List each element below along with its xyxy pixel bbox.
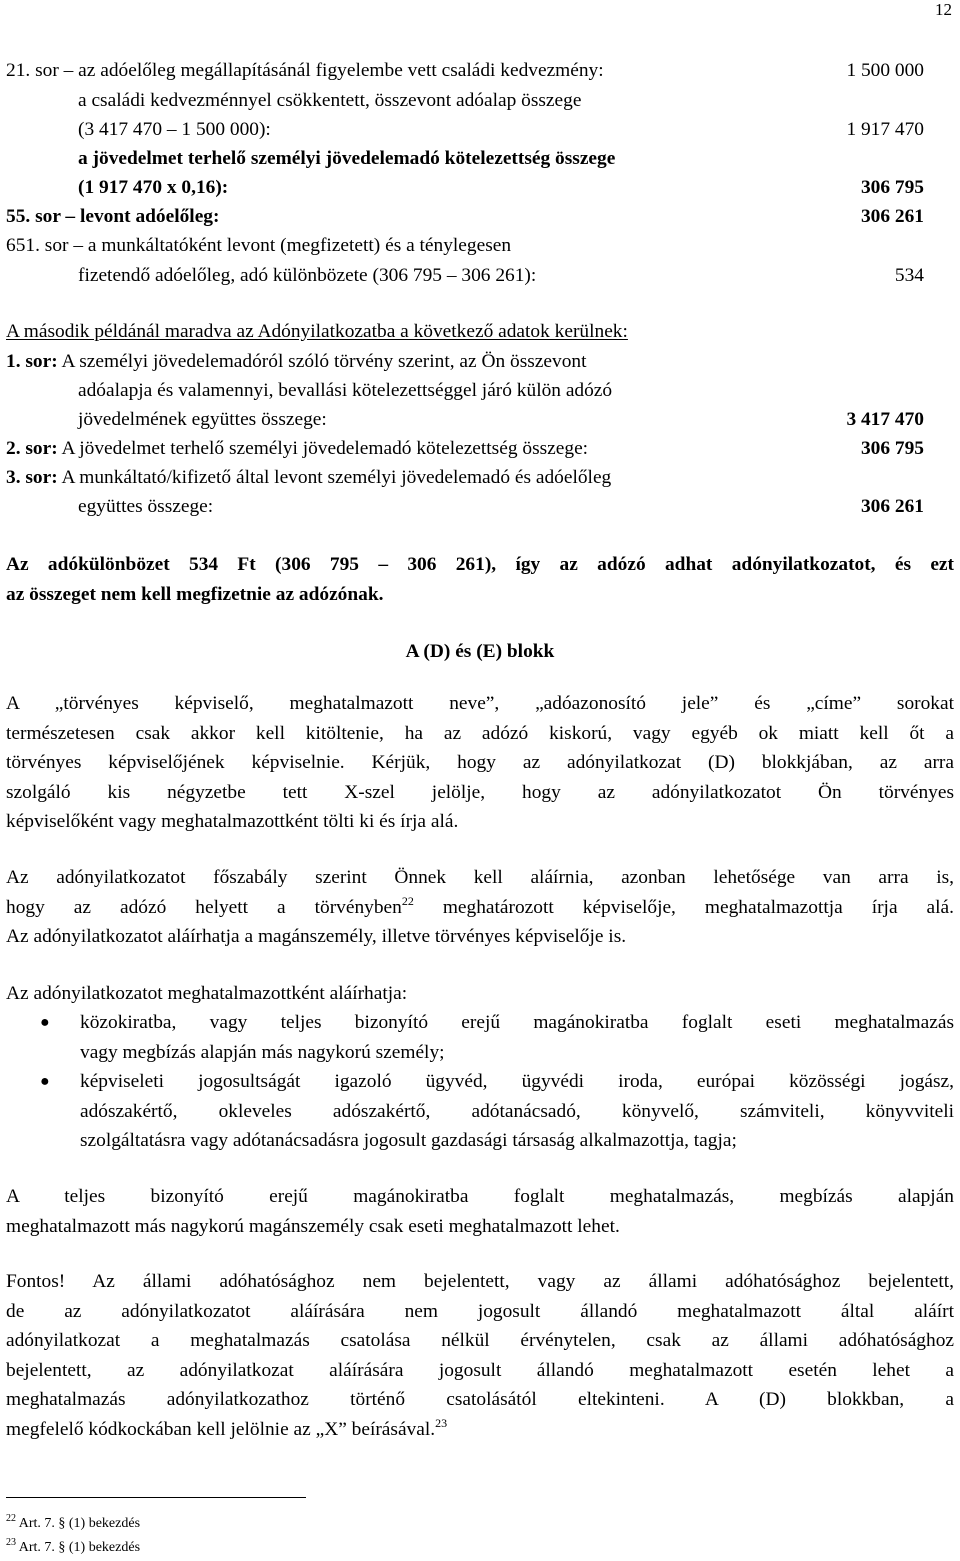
paragraph-1: A „törvényes képviselő, meghatalmazott neve”, „adóazonosító jele” és „címe” sorokat természetesen csak akkor kell kitöltenie, ha az adózó kiskorú, vagy egyéb ok miatt kell őt a törvényes képviselőjének képviselnie. Kérjük, hogy az adónyilatkozat (D) blokkjában, az arra szolgáló kis négyzetbe tett X-szel jelölje, hogy az adónyilatkozatot Ön törvényes képviselőként vagy meghatalmazottként tölti ki és írja alá.: [6, 693, 954, 832]
footnote-ref-23: 23: [435, 1415, 448, 1430]
calc-line: a családi kedvezménnyel csökkentett, összevont adóalap összege: [78, 90, 582, 111]
row-3-value: 306 261: [860, 496, 924, 517]
calc-value: 534: [894, 265, 924, 286]
row-1: 1. sor: A személyi jövedelemadóról szóló törvény szerint, az Ön összevont: [6, 351, 587, 372]
row-1-line: jövedelmének együttes összege:: [78, 409, 327, 430]
bullet-icon: ●: [40, 1073, 50, 1090]
calc-line: (3 417 470 – 1 500 000):: [78, 119, 271, 140]
conclusion: Az adókülönbözet 534 Ft (306 795 – 306 261), így az adózó adhat adónyilatkozatot, és ezt az összeget nem kell megfizetnie az adózónak.: [6, 554, 954, 605]
page-number: 12: [935, 0, 952, 19]
bullet-icon: ●: [40, 1014, 50, 1031]
row-2: 2. sor: A jövedelmet terhelő személyi jövedelemadó kötelezettség összege:: [6, 438, 589, 459]
paragraph-2: Az adónyilatkozatot főszabály szerint Önnek kell aláírnia, azonban lehetősége van arra is, hogy az adózó helyett a törvényben$^{22}$ meghatározott képviselője, meghatalmazottja írja alá. Az adónyilatkozatot aláírhatja a magánszemély, illetve törvényes képviselője is.: [6, 867, 954, 947]
footnote-divider: [6, 1497, 306, 1498]
footnote-ref-22: 22: [401, 893, 414, 908]
calc-line: a jövedelmet terhelő személyi jövedelemadó kötelezettség összege: [78, 148, 616, 169]
row-2-value: 306 795: [860, 438, 924, 459]
row-3: 3. sor: A munkáltató/kifizető által levont személyi jövedelemadó és adóelőleg: [6, 467, 612, 488]
row-1-line: adóalapja és valamennyi, bevallási kötelezettséggel járó külön adózó: [78, 380, 613, 401]
calc-value: 1 917 470: [846, 119, 924, 140]
calc-line: (1 917 470 x 0,16):: [78, 177, 229, 198]
row-1-value: 3 417 470: [846, 409, 924, 430]
footnote-23: $^{23}$ Art. 7. § (1) bekezdés: [6, 1537, 141, 1555]
bullet-item-1: közokiratba, vagy teljes bizonyító erejű magánokiratba foglalt eseti meghatalmazás vagy megbízás alapján más nagykorú személy;: [80, 1012, 954, 1063]
paragraph-3: Az adónyilatkozatot meghatalmazottként aláírhatja:: [6, 983, 408, 1004]
paragraph-4: A teljes bizonyító erejű magánokiratba foglalt meghatalmazás, megbízás alapján meghatalmazott más nagykorú magánszemély csak eseti meghatalmazott lehet.: [6, 1186, 954, 1237]
calc-line: fizetendő adóelőleg, adó különbözete (306 795 – 306 261):: [78, 265, 537, 286]
second-example-intro: A második példánál maradva az Adónyilatkozatba a következő adatok kerülnek:: [6, 321, 628, 342]
bullet-item-2: képviseleti jogosultságát igazoló ügyvéd, ügyvédi iroda, európai közösségi jogász, adószakértő, okleveles adószakértő, adótanácsadó, könyvelő, számviteli, könyvviteli szolgáltatásra vagy adótanácsadásra jogosult gazdasági társaság alkalmazottja, tagja;: [80, 1071, 954, 1151]
footnote-22: $^{22}$ Art. 7. § (1) bekezdés: [6, 1513, 141, 1531]
calc-value: 306 261: [860, 206, 924, 227]
calc-line: 651. sor – a munkáltatóként levont (megfizetett) és a ténylegesen: [6, 235, 512, 256]
calc-line: 55. sor – levont adóelőleg:: [6, 206, 220, 227]
row-3-line: együttes összege:: [78, 496, 214, 517]
paragraph-5: Fontos! Az állami adóhatósághoz nem bejelentett, vagy az állami adóhatósághoz bejelentett, de az adónyilatkozatot aláírására nem jogosult állandó meghatalmazott által aláírt adónyilatkozat a meghatalmazás csatolása nélkül érvénytelen, csak az állami adóhatósághoz bejelentett, az adónyilatkozat aláírására jogosult állandó meghatalmazott esetén lehet a meghatalmazás adónyilatkozathoz történő csatolásától eltekinteni. A (D) blokkban, a megfelelő kódkockában kell jelölnie az „X” beírásával.$^{23}$: [6, 1271, 954, 1440]
section-title: A (D) és (E) blokk: [405, 641, 555, 662]
calc-value: 306 795: [860, 177, 924, 198]
calc-value: 1 500 000: [846, 60, 924, 81]
calc-line: 21. sor – az adóelőleg megállapításánál figyelembe vett családi kedvezmény:: [6, 60, 604, 81]
